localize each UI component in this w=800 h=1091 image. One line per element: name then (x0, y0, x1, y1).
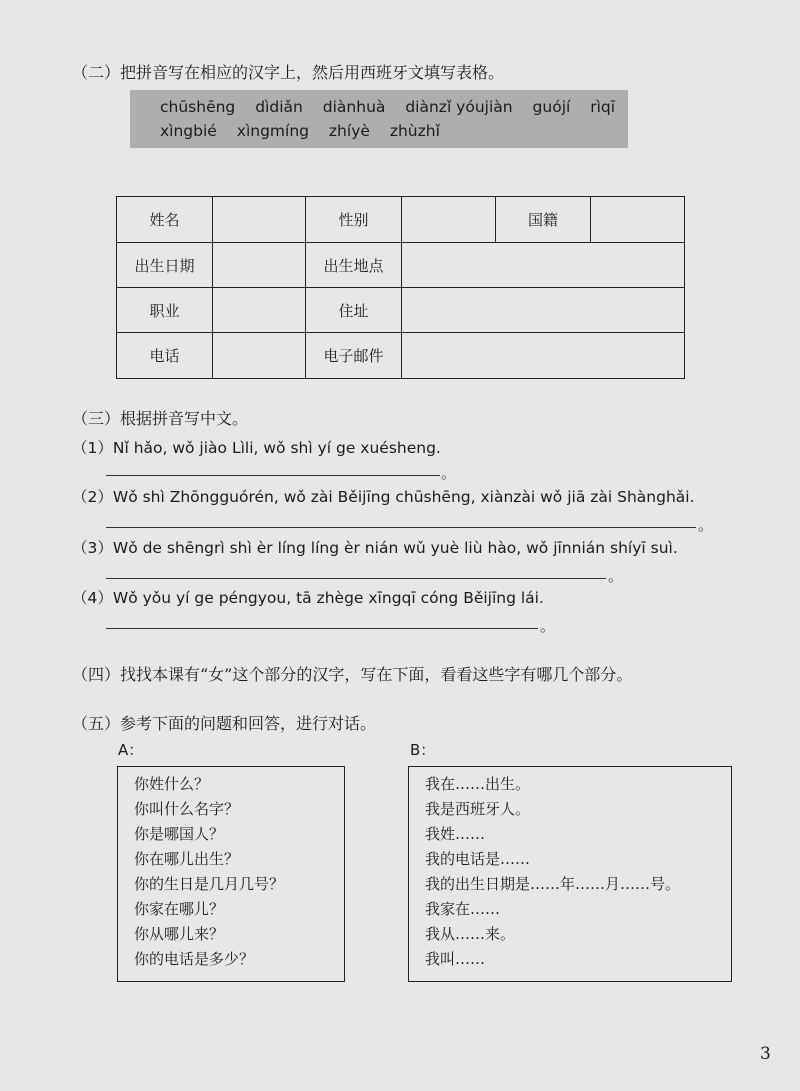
pinyin-word: zhùzhǐ (389, 122, 440, 140)
period-mark: 。 (698, 516, 714, 534)
pinyin-word: rìqī (590, 98, 616, 116)
pinyin-word: zhíyè (328, 122, 370, 140)
table-row (117, 197, 685, 243)
form-field-nationality[interactable] (591, 197, 685, 243)
form-field-phone[interactable] (213, 333, 306, 379)
period-mark: 。 (441, 464, 457, 482)
pinyin-word: dìdiǎn (255, 98, 303, 116)
question-item: 你的生日是几月几号？ (134, 875, 285, 893)
form-field-birth-place[interactable] (402, 243, 685, 288)
exercise-item-3: （3）Wǒ de shēngrì shì èr líng líng èr nián wǔ yuè liù hào, wǒ jīnnián shíyī suì. (72, 539, 678, 557)
answer-line-4[interactable] (106, 628, 538, 629)
answer-line-2[interactable] (106, 527, 696, 528)
form-field-birth-date[interactable] (213, 243, 306, 288)
answer-line-1[interactable] (106, 475, 440, 476)
form-label-gender: 性别 (306, 197, 402, 243)
form-label-email: 电子邮件 (306, 333, 402, 379)
speaker-b-label: B： (410, 741, 436, 759)
answer-item: 我的电话是…… (425, 850, 531, 868)
form-label-phone: 电话 (117, 333, 213, 379)
answer-item: 我的出生日期是……年……月……号。 (425, 875, 681, 893)
answer-item: 我从……来。 (425, 925, 516, 943)
question-item: 你在哪儿出生？ (134, 850, 240, 868)
answer-item: 我家在…… (425, 900, 501, 918)
form-field-gender[interactable] (402, 197, 496, 243)
section2-heading: （二）把拼音写在相应的汉字上，然后用西班牙文填写表格。 (72, 63, 505, 82)
question-item: 你家在哪儿？ (134, 900, 225, 918)
pinyin-row-1 (160, 98, 630, 116)
form-label-birth-date: 出生日期 (117, 243, 213, 288)
pinyin-word: diànzǐ yóujiàn (405, 98, 513, 116)
page-number: 3 (760, 1044, 771, 1064)
form-field-name[interactable] (213, 197, 306, 243)
pinyin-word: xìngmíng (236, 122, 309, 140)
pinyin-row-2 (160, 122, 455, 140)
form-label-occupation: 职业 (117, 288, 213, 333)
form-label-address: 住址 (306, 288, 402, 333)
exercise-item-1: （1）Nǐ hǎo, wǒ jiào Lìli, wǒ shì yí ge xuésheng. (72, 439, 441, 457)
section4-heading: （四）找找本课有“女”这个部分的汉字，写在下面，看看这些字有哪几个部分。 (72, 665, 633, 684)
pinyin-word: diànhuà (322, 98, 386, 116)
answer-item: 我叫…… (425, 950, 486, 968)
questions-box (117, 766, 345, 982)
table-row (117, 243, 685, 288)
question-item: 你的电话是多少？ (134, 950, 255, 968)
period-mark: 。 (608, 567, 624, 585)
answer-item: 我姓…… (425, 825, 486, 843)
form-field-email[interactable] (402, 333, 685, 379)
pinyin-word: xìngbié (160, 122, 217, 140)
form-label-nationality: 国籍 (496, 197, 591, 243)
answer-line-3[interactable] (106, 578, 606, 579)
period-mark: 。 (540, 617, 556, 635)
form-label-name: 姓名 (117, 197, 213, 243)
speaker-a-label: A： (118, 741, 144, 759)
section3-heading: （三）根据拼音写中文。 (72, 409, 249, 428)
pinyin-word: guójí (532, 98, 571, 116)
answer-item: 我在……出生。 (425, 775, 531, 793)
form-field-address[interactable] (402, 288, 685, 333)
question-item: 你叫什么名字？ (134, 800, 240, 818)
exercise-item-4: （4）Wǒ yǒu yí ge péngyou, tā zhège xīngqī cóng Běijīng lái. (72, 589, 544, 607)
section5-heading: （五）参考下面的问题和回答，进行对话。 (72, 714, 377, 733)
answer-item: 我是西班牙人。 (425, 800, 531, 818)
pinyin-word-box (130, 90, 628, 148)
question-item: 你从哪儿来？ (134, 925, 225, 943)
question-item: 你是哪国人？ (134, 825, 225, 843)
personal-info-form (116, 196, 685, 379)
question-item: 你姓什么？ (134, 775, 210, 793)
form-label-birth-place: 出生地点 (306, 243, 402, 288)
table-row (117, 333, 685, 379)
form-field-occupation[interactable] (213, 288, 306, 333)
exercise-item-2: （2）Wǒ shì Zhōngguórén, wǒ zài Běijīng chūshēng, xiànzài wǒ jiā zài Shànghǎi. (72, 488, 695, 506)
answers-box (408, 766, 732, 982)
pinyin-word: chūshēng (160, 98, 236, 116)
table-row (117, 288, 685, 333)
